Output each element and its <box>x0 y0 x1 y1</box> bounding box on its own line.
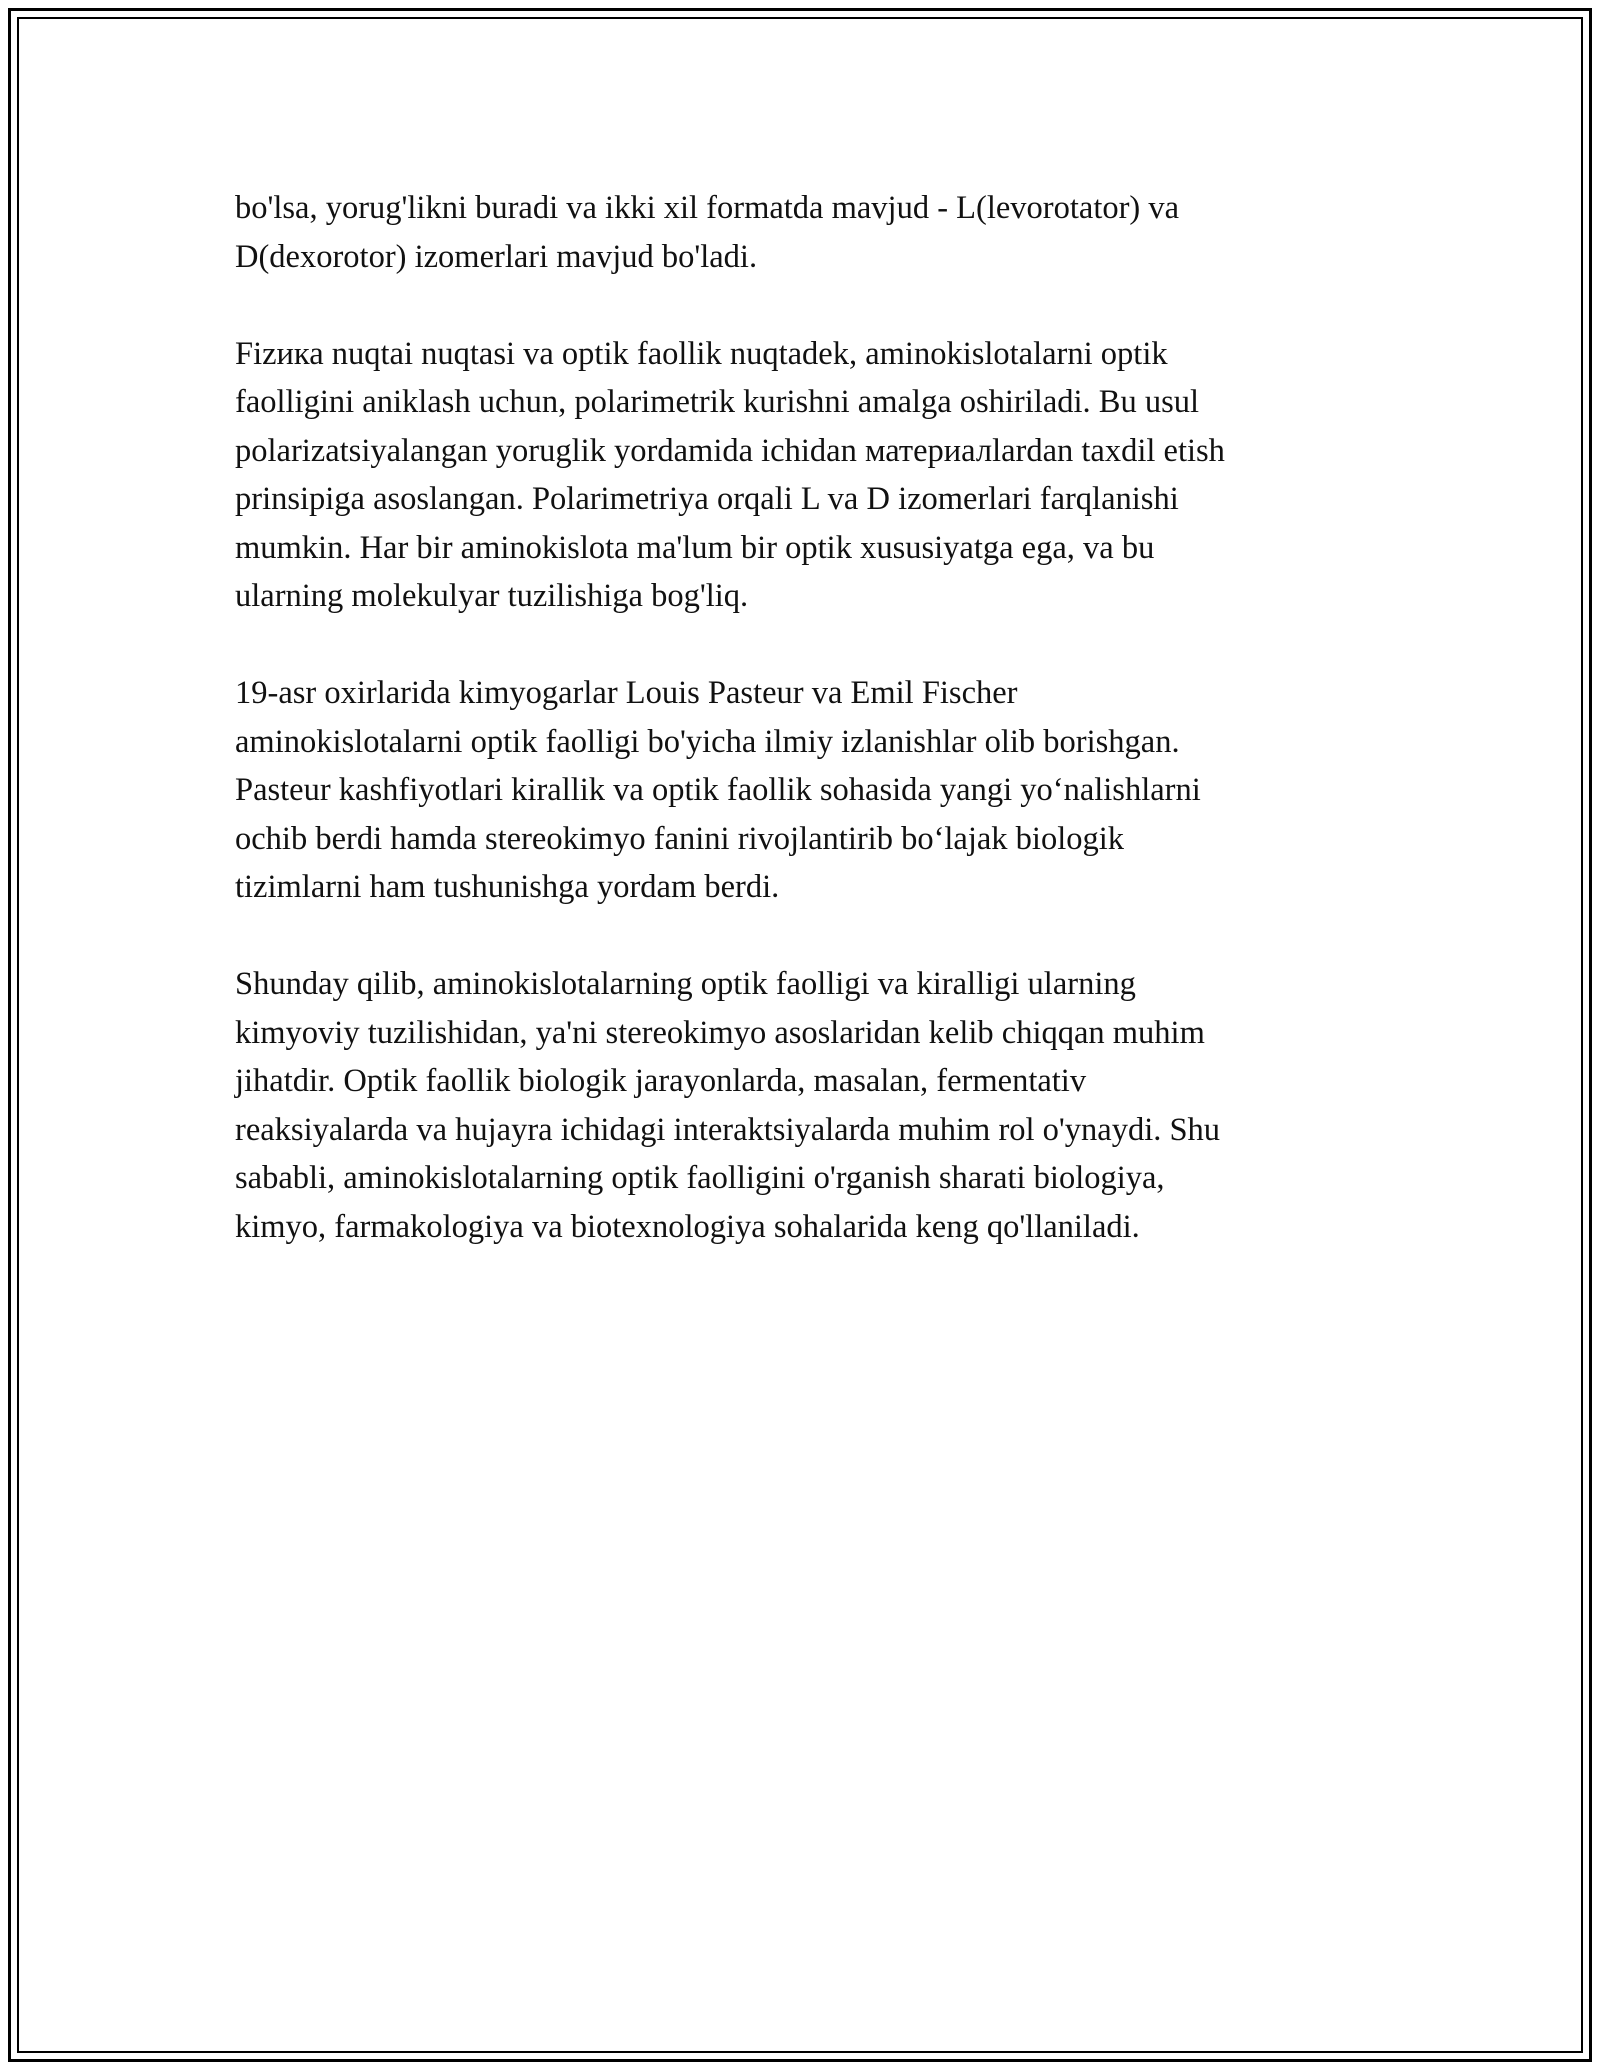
text-line: kimyoviy tuzilishidan, ya'ni stereokimyo asoslaridan kelib chiqqan muhim <box>235 1014 1205 1051</box>
text-line: prinsipiga asoslangan. Polarimetriya orqali L va D izomerlari farqlanishi <box>235 481 1179 517</box>
paragraph-4 <box>235 960 1370 1251</box>
paragraph-3 <box>235 669 1370 912</box>
document-body <box>235 184 1370 1300</box>
text-line: ularning molekulyar tuzilishiga bog'liq. <box>235 578 749 614</box>
text-line: sababli, aminokislotalarning optik faolligini o'rganish sharati biologiya, <box>235 1160 1165 1196</box>
text-line: mumkin. Har bir aminokislota ma'lum bir optik xususiyatga ega, va bu <box>235 529 1155 566</box>
text-line: 19-asr oxirlarida kimyogarlar Louis Pasteur va Emil Fischer <box>235 675 1018 711</box>
text-line: jihatdir. Optik faollik biologik jarayonlarda, masalan, fermentativ <box>235 1063 1087 1099</box>
text-line: Shunday qilib, aminokislotalarning optik faolligi va kiralligi ularning <box>235 966 1136 1002</box>
text-line: polarizatsiyalangan yoruglik yordamida ichidan материалlardan taxdil etish <box>235 432 1225 469</box>
paragraph-1 <box>235 184 1370 281</box>
text-line: Fizика nuqtai nuqtasi va optik faollik nuqtadek, aminokislotalarni optik <box>235 335 1168 372</box>
text-line: bo'lsa, yorug'likni buradi va ikki xil formatda mavjud - L(levorotator) va <box>235 190 1180 226</box>
text-line: ochib berdi hamda stereokimyo fanini rivojlantirib bo‘lajak biologik <box>235 820 1125 857</box>
text-line: aminokislotalarni optik faolligi bo'yicha ilmiy izlanishlar olib borishgan. <box>235 723 1180 760</box>
text-line: faolligini aniklash uchun, polarimetrik kurishni amalga oshiriladi. Bu usul <box>235 384 1200 420</box>
text-line: tizimlarni ham tushunishga yordam berdi. <box>235 869 780 905</box>
text-line: Pasteur kashfiyotlari kirallik va optik faollik sohasida yangi yo‘nalishlarni <box>235 772 1201 808</box>
text-line: reaksiyalarda va hujayra ichidagi interaktsiyalarda muhim rol o'ynaydi. Shu <box>235 1111 1221 1148</box>
text-line: kimyo, farmakologiya va biotexnologiya sohalarida keng qo'llaniladi. <box>235 1208 1140 1245</box>
paragraph-2 <box>235 330 1370 621</box>
text-line: D(dexorotor) izomerlari mavjud bo'ladi. <box>235 238 758 275</box>
